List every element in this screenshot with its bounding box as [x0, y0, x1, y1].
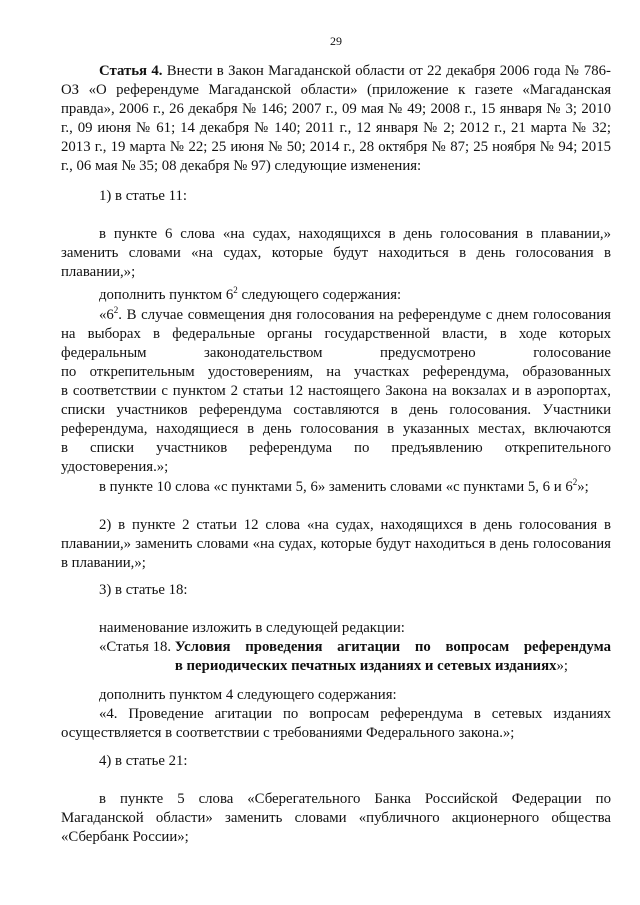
quote-line: удостоверения.»; — [61, 459, 169, 475]
item-1-point-10-paragraph — [61, 478, 640, 497]
superscript: 2 — [113, 305, 119, 316]
page-number: 29 — [330, 34, 342, 48]
item-1-point-10-text: в пункте 10 слова «с пунктами 5, 6» заменить словами «с пунктами 5, 6 и 6 — [99, 479, 573, 495]
article-18-title-block — [61, 638, 611, 676]
quote-line: федеральным законодательством предусмотрено голосование — [61, 345, 611, 361]
item-1-point-10-text-end: »; — [577, 479, 589, 495]
quote-line: референдума, находящиеся в день голосования в указанных местах, включаются — [61, 421, 611, 437]
item-1-heading: 1) в статье 11: — [99, 188, 187, 204]
quote-line: на выборах в федеральные органы государственной власти, в ходе которых — [61, 326, 611, 342]
quote-line: по открепительным удостоверениям, на участках референдума, образованных — [61, 364, 611, 380]
quote-line — [61, 306, 611, 325]
item-1-add-text: дополнить пунктом 6 — [99, 287, 234, 303]
article-18-title — [175, 638, 611, 676]
article-18-title-line: Условия проведения агитации по вопросам референдума — [174, 639, 611, 655]
item-4-point-5-paragraph: в пункте 5 слова «Сберегательного Банка Российской Федерации по Магаданской области» заменить словами «публичного акционерного общества «Сбербанк России»; — [61, 791, 611, 845]
quote-line: списки участников референдума составляются в день голосования. Участники — [61, 402, 611, 418]
article-18-title-line: в периодических печатных изданиях и сетевых изданиях — [174, 658, 557, 674]
item-3-quote-paragraph: «4. Проведение агитации по вопросам референдума в сетевых изданиях осуществляется в соответствии с требованиями Федерального закона.»; — [61, 706, 611, 741]
article-4-paragraph — [61, 62, 611, 176]
superscript: 2 — [233, 285, 238, 296]
item-1-add-text-end: следующего содержания: — [237, 287, 402, 303]
item-3-name-paragraph: наименование изложить в следующей редакции: — [99, 620, 405, 636]
item-2-paragraph: 2) в пункте 2 статьи 12 слова «на судах, находящихся в день голосования в плавании,» заменить словами «на судах, которые будут находиться в день голосования в плавании,»; — [61, 517, 611, 571]
item-1-add-paragraph — [61, 286, 640, 305]
superscript: 2 — [572, 477, 578, 488]
quote-line-text: . В случае совмещения дня голосования на референдуме с днем голосования — [118, 307, 611, 323]
item-3-add-paragraph: дополнить пунктом 4 следующего содержания: — [99, 687, 397, 703]
quote-line: в соответствии с пунктом 2 статьи 12 настоящего Закона на вокзалах и в аэропортах, — [61, 383, 611, 399]
item-3-heading: 3) в статье 18: — [99, 582, 188, 598]
item-4-heading: 4) в статье 21: — [99, 753, 188, 769]
article-18-title-end: »; — [556, 658, 569, 674]
article-label: Статья 4. — [99, 63, 163, 79]
article-18-label: «Статья 18. — [99, 639, 175, 655]
item-1-point-6-paragraph: в пункте 6 слова «на судах, находящихся в день голосования в плавании,» заменить словами «на судах, которые будут находиться в день голосования в плавании,»; — [61, 226, 611, 280]
point-6-2-quote — [61, 306, 611, 477]
quote-line: в списки участников референдума по предъявлению открепительного — [61, 440, 611, 456]
quote-start: «6 — [99, 307, 114, 323]
article-text: Внести в Закон Магаданской области от 22 декабря 2006 года № 786-ОЗ «О референдуме Магаданской области» (приложение к газете «Магаданская правда», 2006 г., 26 декабря № 146; 2007 г., 09 мая № 49; 2008 г., 15 января № 3; 2010 г., 09 июня № 61; 14 декабря № 140; 2011 г., 12 января № 2; 2012 г., 21 марта № 32; 2013 г., 19 марта № 22; 25 июня № 50; 2014 г., 28 октября № 87; 25 ноября № 94; 2015 г., 06 мая № 35; 08 декабря № 97) следующие изменения: — [61, 63, 611, 174]
